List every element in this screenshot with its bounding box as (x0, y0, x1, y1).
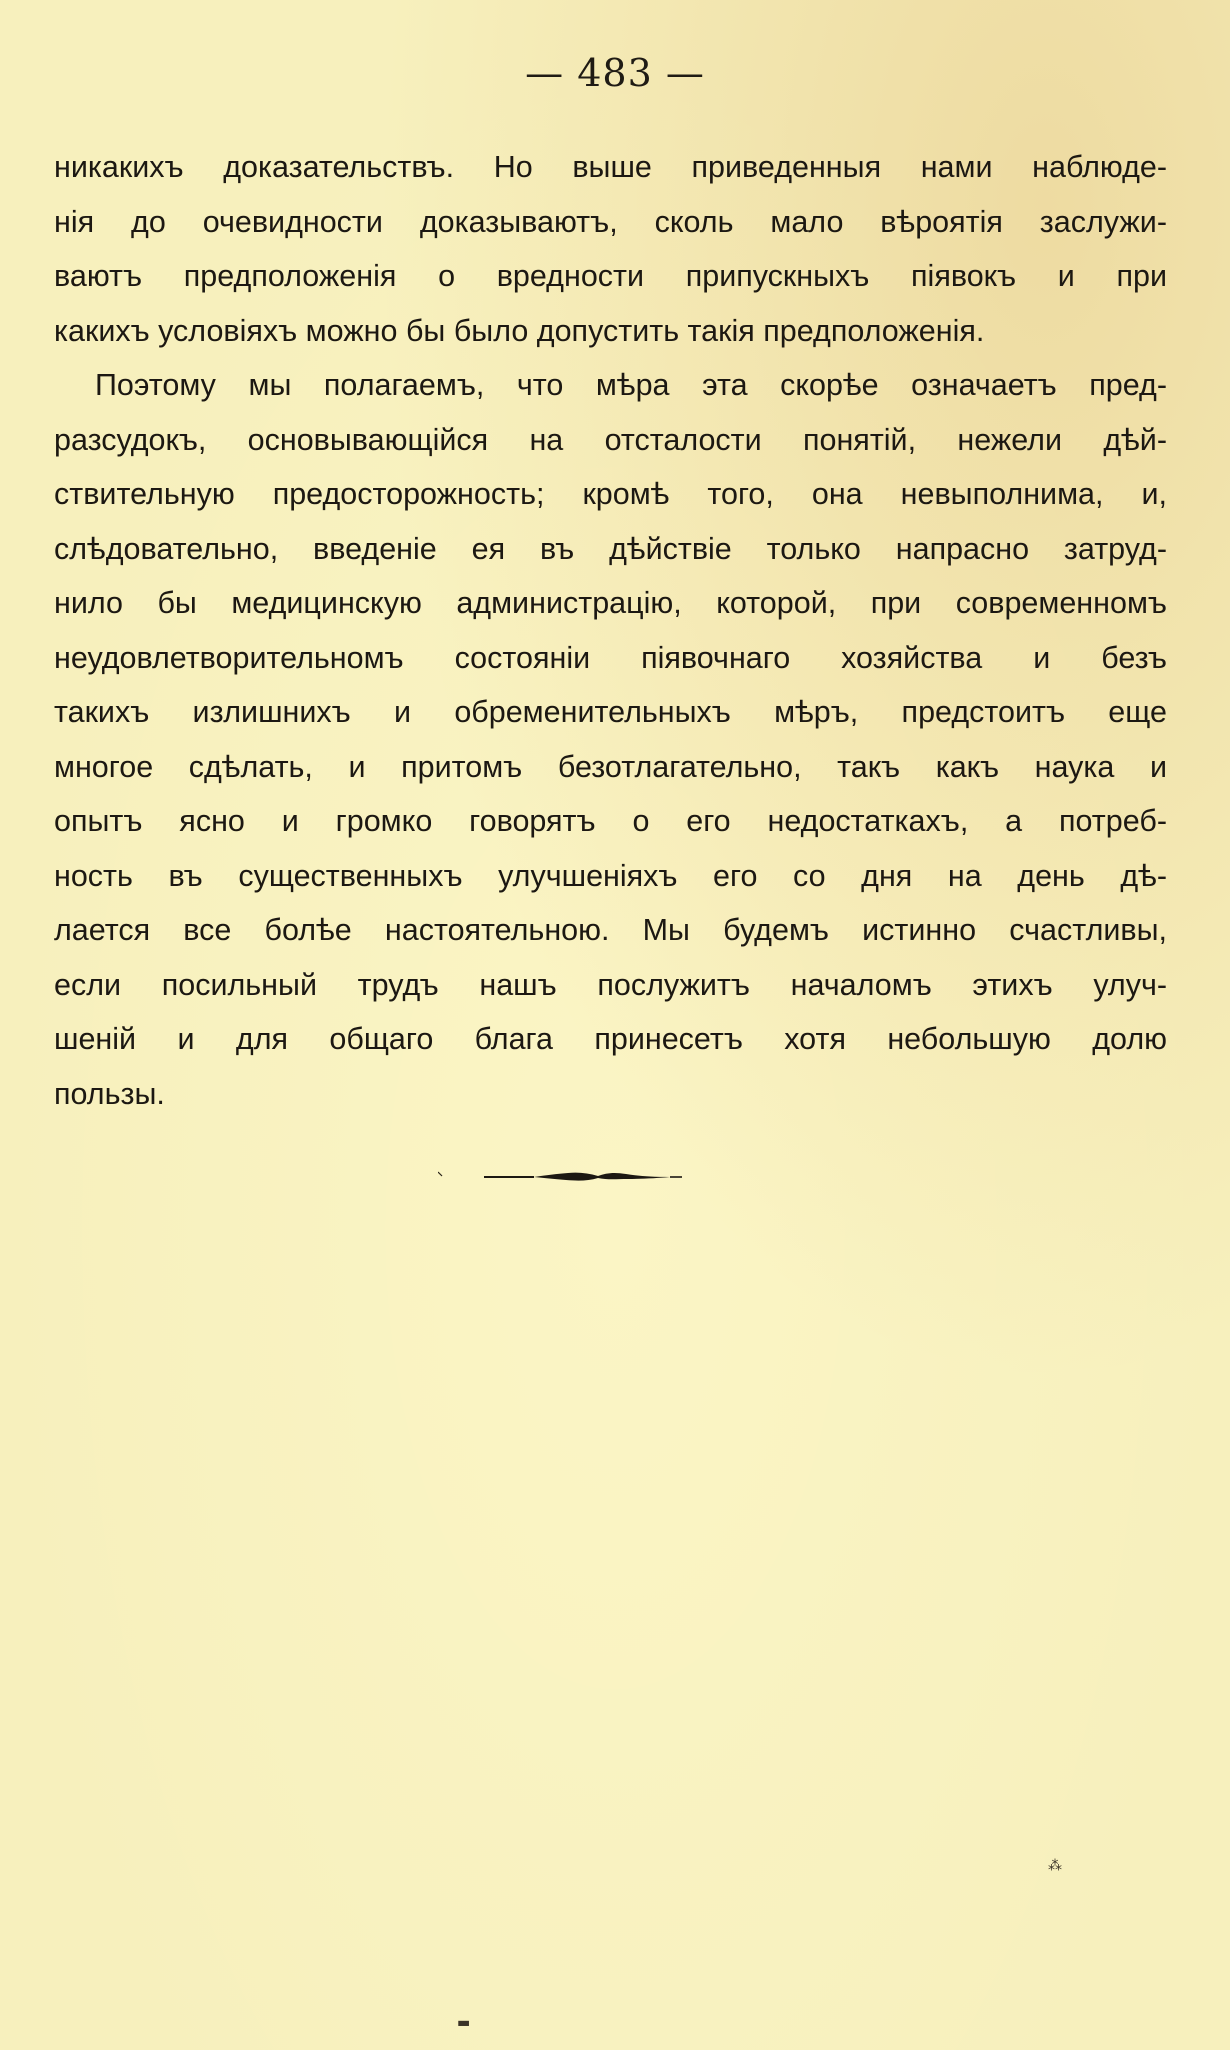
text-line: нія до очевидности доказываютъ, сколь мало вѣроятія заслужи- (54, 204, 1167, 239)
text-line: ность въ существенныхъ улучшеніяхъ его со дня на день дѣ- (54, 858, 1167, 893)
divider-tick (438, 1172, 442, 1176)
text-line: какихъ условіяхъ можно бы было допустить такія предположенія. (54, 313, 985, 348)
paragraph-2 (54, 358, 1167, 1121)
text-line: нило бы медицинскую администрацію, которой, при современномъ (54, 586, 1167, 620)
text-line: такихъ излишнихъ и обременительныхъ мѣръ, предстоитъ еще (54, 695, 1167, 729)
text-line: Поэтому мы полагаемъ, что мѣра эта скорѣе означаетъ пред- (95, 368, 1167, 402)
ink-speck: ⁂ (1048, 1858, 1062, 1874)
text-line: ствительную предосторожность; кромѣ того, она невыполнима, и, (54, 477, 1167, 511)
section-divider-ornament (438, 1168, 718, 1184)
page-number: — 483 — (525, 51, 705, 95)
text-line: шеній и для общаго блага принесетъ хотя небольшую долю (54, 1022, 1167, 1056)
divider-swell (534, 1173, 670, 1181)
text-line: разсудокъ, основывающійся на отсталости понятій, нежели дѣй- (54, 422, 1167, 457)
text-line: пользы. (54, 1076, 165, 1111)
text-line: опытъ ясно и громко говорятъ о его недостаткахъ, а потреб- (54, 804, 1167, 838)
ink-speck: ▬ (457, 2015, 471, 2031)
text-line: никакихъ доказательствъ. Но выше приведенныя нами наблюде- (54, 150, 1167, 184)
body-text (54, 140, 1167, 1121)
text-line: неудовлетворительномъ состояніи піявочнаго хозяйства и безъ (54, 640, 1167, 675)
text-line: лается все болѣе настоятельною. Мы будемъ истинно счастливы, (54, 913, 1167, 947)
text-line: ваютъ предположенія о вредности припускныхъ піявокъ и при (54, 259, 1167, 293)
paragraph-1 (54, 140, 1167, 358)
text-line: слѣдовательно, введеніе ея въ дѣйствіе только напрасно затруд- (54, 531, 1167, 566)
text-line: если посильный трудъ нашъ послужитъ началомъ этихъ улуч- (54, 967, 1167, 1002)
text-line: многое сдѣлать, и притомъ безотлагательно, такъ какъ наука и (54, 749, 1167, 784)
